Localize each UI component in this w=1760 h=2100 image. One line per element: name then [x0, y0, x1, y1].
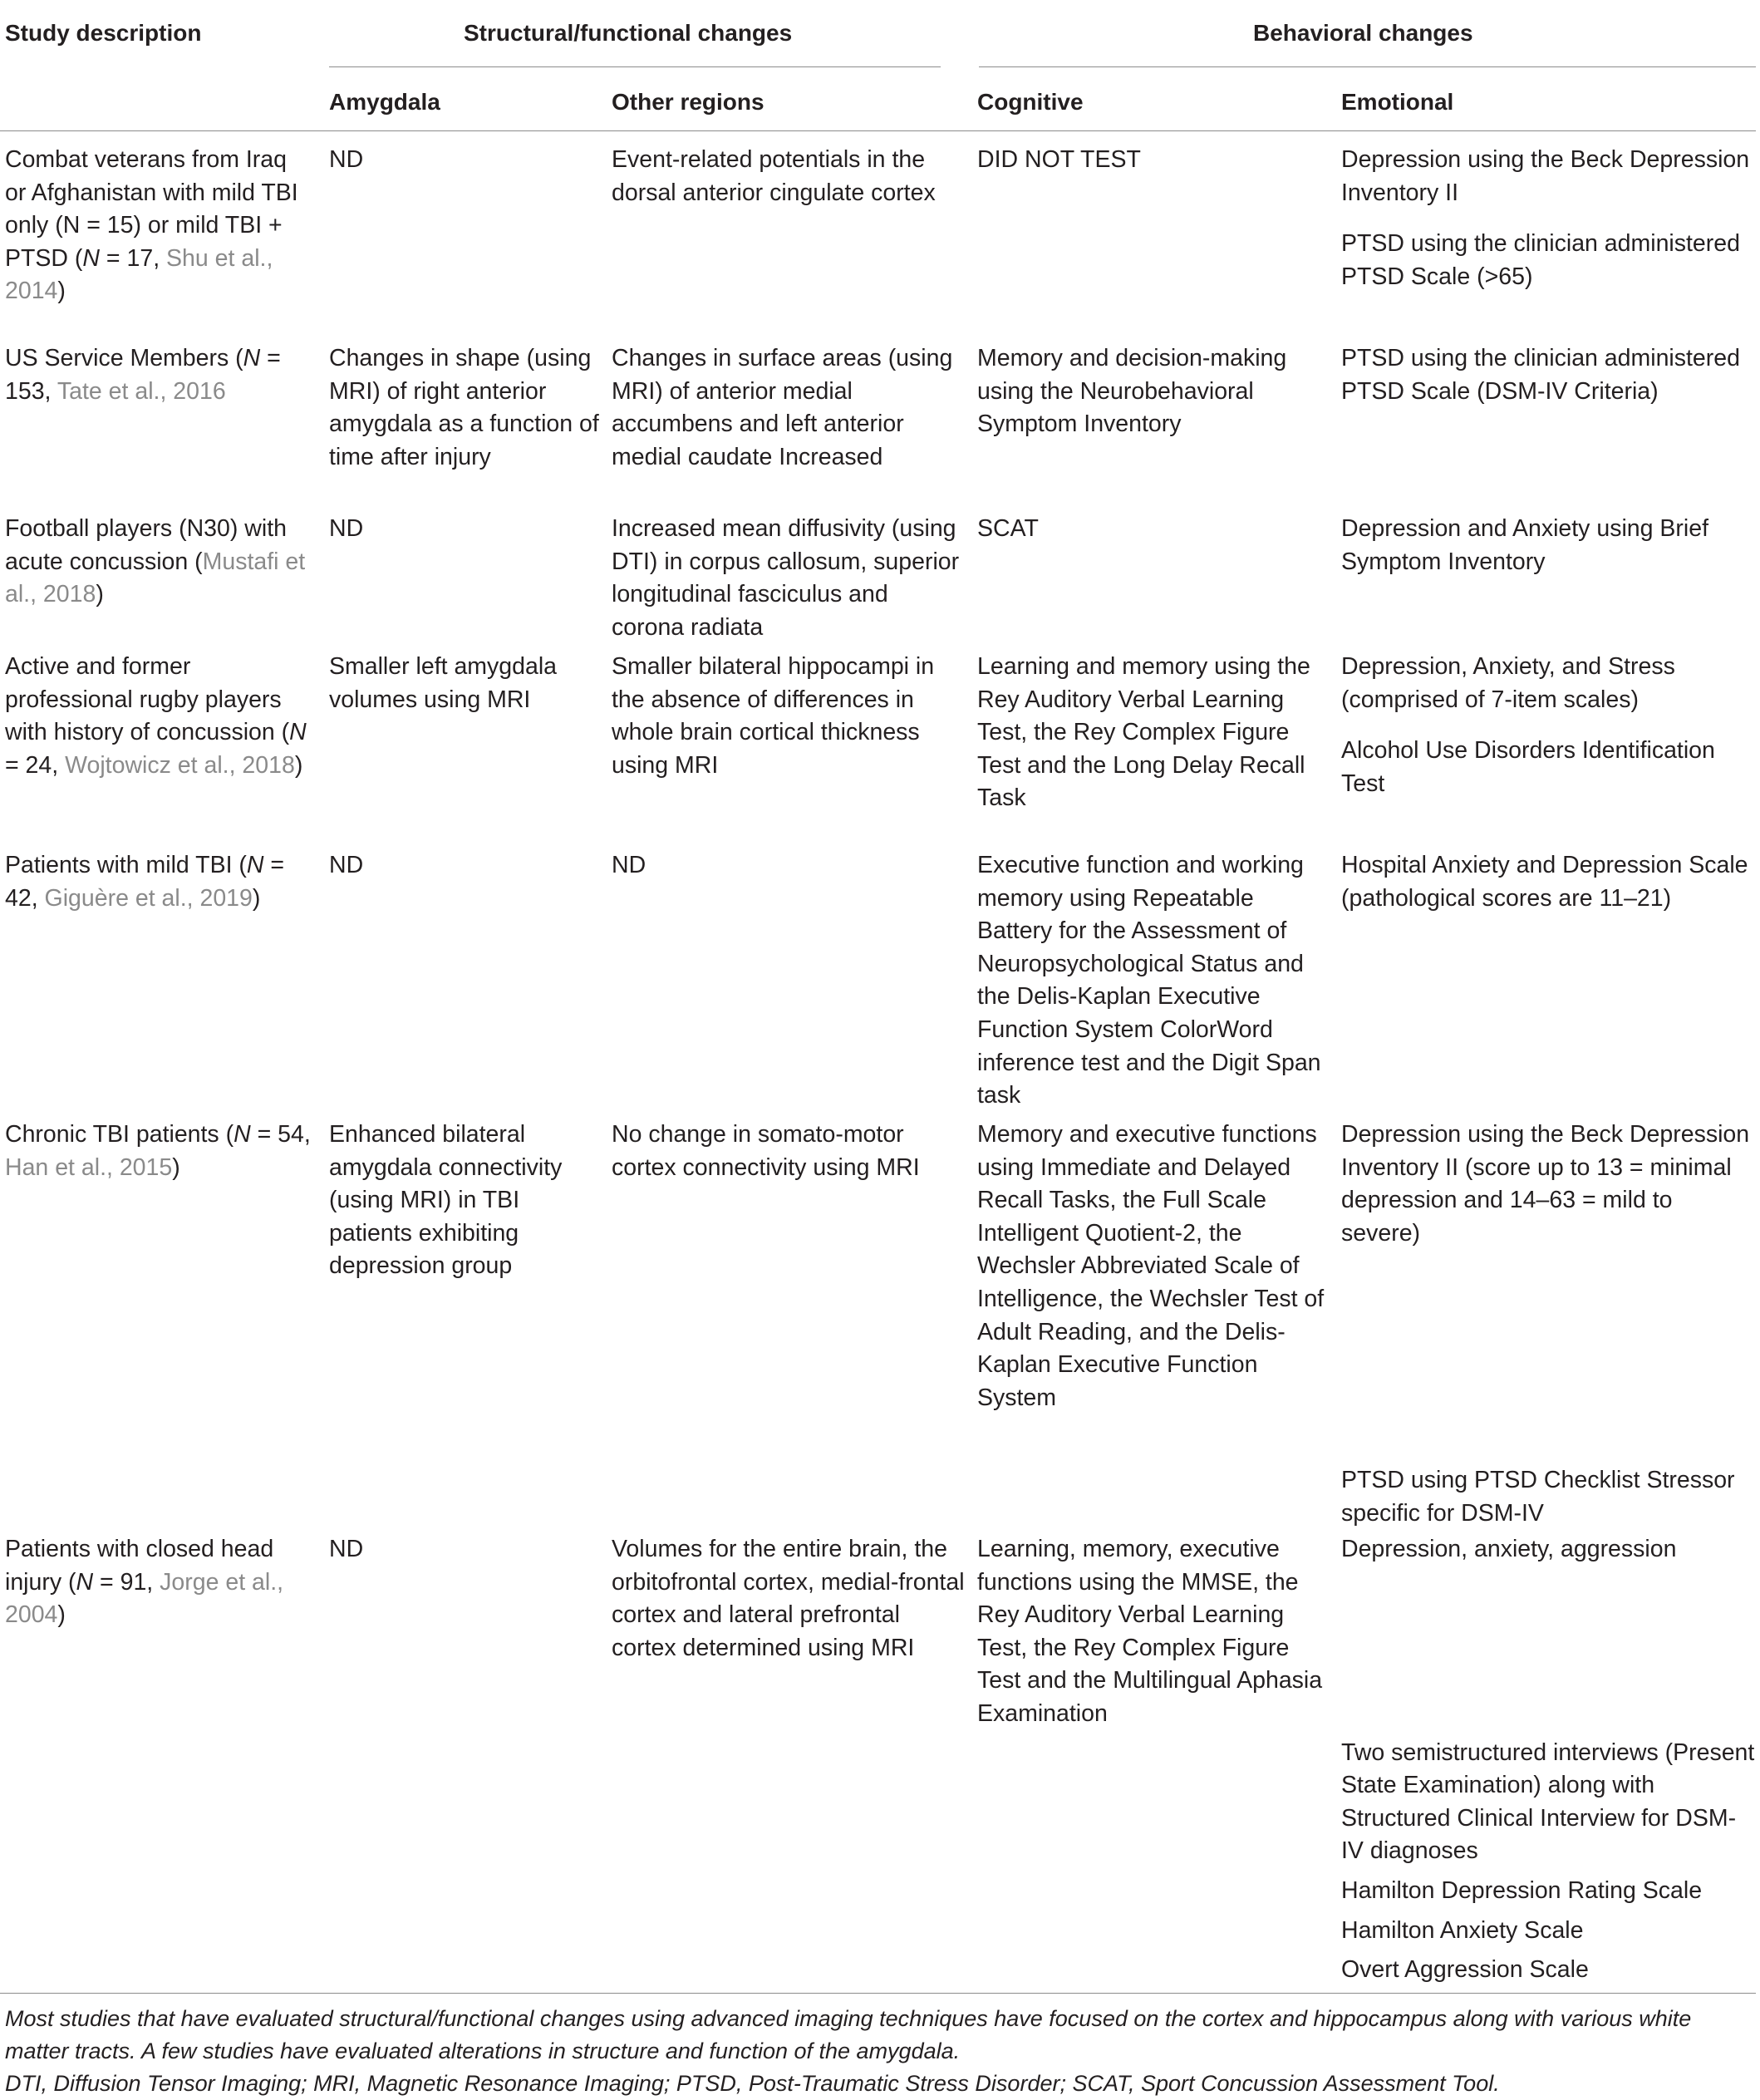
table-row-7-study: Patients with closed head injury (N = 91, Jorge et al., 2004) [5, 1536, 284, 1629]
emotional-item: Depression, anxiety, aggression [1341, 1536, 1677, 1562]
table-row-3-cognitive: SCAT [977, 515, 1039, 542]
emotional-item: Two semistructured interviews (Present State Examination) along with Structured Clinical Interview for DSM-IV diagnoses [1341, 1739, 1755, 1865]
table-row-7-other-regions: Volumes for the entire brain, the orbitofrontal cortex, medial-frontal cortex and lateral prefrontal cortex determined using MRI [612, 1536, 965, 1661]
emotional-item: Hamilton Depression Rating Scale [1341, 1876, 1703, 1904]
citation-link[interactable]: Jorge et al., 2004 [5, 1568, 284, 1629]
citation-link[interactable]: Mustafi et al., 2018 [5, 548, 306, 608]
citation-link[interactable]: Wojtowicz et al., 2018 [65, 751, 295, 779]
footnote-abbreviations: DTI, Diffusion Tensor Imaging; MRI, Magnetic Resonance Imaging; PTSD, Post-Traumatic Stress Disorder; SCAT, Sport Concussion Assessment Tool. [5, 2071, 1500, 2096]
header-behavioral-changes: Behavioral changes [1253, 20, 1473, 46]
table-row-5-cognitive: Executive function and working memory using Repeatable Battery for the Assessment of Neuropsychological Status and the Delis-Kaplan Executive Function System ColorWord inference test and the Digit Span task [977, 852, 1321, 1109]
table-row-7-cognitive: Learning, memory, executive functions using the MMSE, the Rey Auditory Verbal Learning Test, the Rey Complex Figure Test and the Multilingual Aphasia Examination [977, 1536, 1323, 1727]
citation-link[interactable]: Giguère et al., 2019 [44, 884, 253, 912]
header-divider-structural [329, 66, 941, 67]
table-row-2-cognitive: Memory and decision-making using the Neurobehavioral Symptom Inventory [977, 345, 1287, 438]
emotional-item: Depression using the Beck Depression Inventory II [1341, 146, 1750, 206]
table-bottom-rule [0, 1993, 1756, 1994]
header-amygdala: Amygdala [329, 89, 440, 115]
emotional-item: Alcohol Use Disorders Identification Test [1341, 737, 1715, 797]
table-row-5-emotional [1341, 849, 1757, 915]
table-row-6-cognitive: Memory and executive functions using Immediate and Delayed Recall Tasks, the Full Scale Intelligent Quotient-2, the Wechsler Abbreviated Scale of Intelligence, the Wechsler Test of Adult Reading, and the Delis-Kaplan Executive Function System [977, 1121, 1325, 1411]
table-row-4-amygdala: Smaller left amygdala volumes using MRI [329, 653, 558, 713]
emotional-item: Depression using the Beck Depression Inventory II (score up to 13 = minimal depression and 14–63 = mild to severe) [1341, 1121, 1750, 1247]
table-row-7-emotional [1341, 1533, 1757, 1987]
emotional-item: Overt Aggression Scale [1341, 1956, 1589, 1984]
footnote-text: Most studies that have evaluated structural/functional changes using advanced imaging techniques have focused on the cortex and hippocampus along with various white matter tracts. A few studies have evaluated alterations in structure and function of the amygdala. [5, 2006, 1692, 2063]
emotional-item: Hamilton Anxiety Scale [1341, 1916, 1584, 1944]
emotional-item: PTSD using the clinician administered PTSD Scale (>65) [1341, 230, 1740, 290]
header-bottom-rule [0, 130, 1756, 131]
citation-link[interactable]: Shu et al., 2014 [5, 244, 273, 305]
table-row-1-other-regions: Event-related potentials in the dorsal anterior cingulate cortex [612, 146, 936, 206]
header-study-description: Study description [5, 20, 202, 46]
emotional-item: PTSD using PTSD Checklist Stressor specific for DSM-IV [1341, 1467, 1735, 1527]
table-row-1-amygdala: ND [329, 146, 364, 173]
header-other-regions: Other regions [612, 89, 764, 115]
emotional-item: Depression, Anxiety, and Stress (comprised of 7-item scales) [1341, 653, 1675, 713]
table-row-5-other-regions: ND [612, 852, 646, 878]
table-row-4-study: Active and former professional rugby players with history of concussion (N = 24, Wojtowicz et al., 2018) [5, 653, 307, 779]
header-cognitive: Cognitive [977, 89, 1084, 115]
table-row-4-cognitive: Learning and memory using the Rey Auditory Verbal Learning Test, the Rey Complex Figure Test and the Long Delay Recall Task [977, 653, 1310, 812]
table-row-7-amygdala: ND [329, 1536, 364, 1562]
header-structural-functional-changes: Structural/functional changes [464, 20, 793, 46]
header-divider-behavioral [979, 66, 1756, 67]
citation-link[interactable]: Tate et al., 2016 [57, 377, 226, 405]
citation-link[interactable]: Han et al., 2015 [5, 1153, 173, 1181]
table-row-2-amygdala: Changes in shape (using MRI) of right anterior amygdala as a function of time after injury [329, 345, 599, 470]
table-row-2-study: US Service Members (N = 153, Tate et al., 2016 [5, 345, 281, 405]
table-row-3-emotional [1341, 513, 1757, 578]
emotional-item: PTSD using the clinician administered PTSD Scale (DSM-IV Criteria) [1341, 345, 1740, 405]
table-row-3-amygdala: ND [329, 515, 364, 542]
header-emotional: Emotional [1341, 89, 1454, 115]
table-row-1-study: Combat veterans from Iraq or Afghanistan with mild TBI only (N = 15) or mild TBI + PTSD (N = 17, Shu et al., 2014) [5, 146, 298, 305]
table-row-1-cognitive: DID NOT TEST [977, 146, 1141, 173]
table-row-2-emotional [1341, 342, 1757, 408]
table-row-5-study: Patients with mild TBI (N = 42, Giguère et al., 2019) [5, 852, 285, 912]
table-row-6-study: Chronic TBI patients (N = 54, Han et al., 2015) [5, 1121, 311, 1181]
table-row-3-other-regions: Increased mean diffusivity (using DTI) in corpus callosum, superior longitudinal fasciculus and corona radiata [612, 515, 960, 641]
table-row-2-other-regions: Changes in surface areas (using MRI) of anterior medial accumbens and left anterior medial caudate Increased [612, 345, 953, 470]
table-row-4-other-regions: Smaller bilateral hippocampi in the absence of differences in whole brain cortical thickness using MRI [612, 653, 935, 779]
emotional-item: Depression and Anxiety using Brief Symptom Inventory [1341, 515, 1709, 575]
table-row-5-amygdala: ND [329, 852, 364, 878]
table-footnote [5, 2003, 1750, 2100]
table-row-6-amygdala: Enhanced bilateral amygdala connectivity (using MRI) in TBI patients exhibiting depression group [329, 1121, 563, 1280]
table-row-6-other-regions: No change in somato-motor cortex connectivity using MRI [612, 1121, 920, 1181]
table-row-4-emotional [1341, 651, 1757, 800]
emotional-item: Hospital Anxiety and Depression Scale (pathological scores are 11–21) [1341, 852, 1748, 912]
table-row-1-emotional [1341, 144, 1757, 293]
table-row-3-study: Football players (N30) with acute concussion (Mustafi et al., 2018) [5, 515, 306, 608]
table-row-6-emotional [1341, 1119, 1757, 1531]
